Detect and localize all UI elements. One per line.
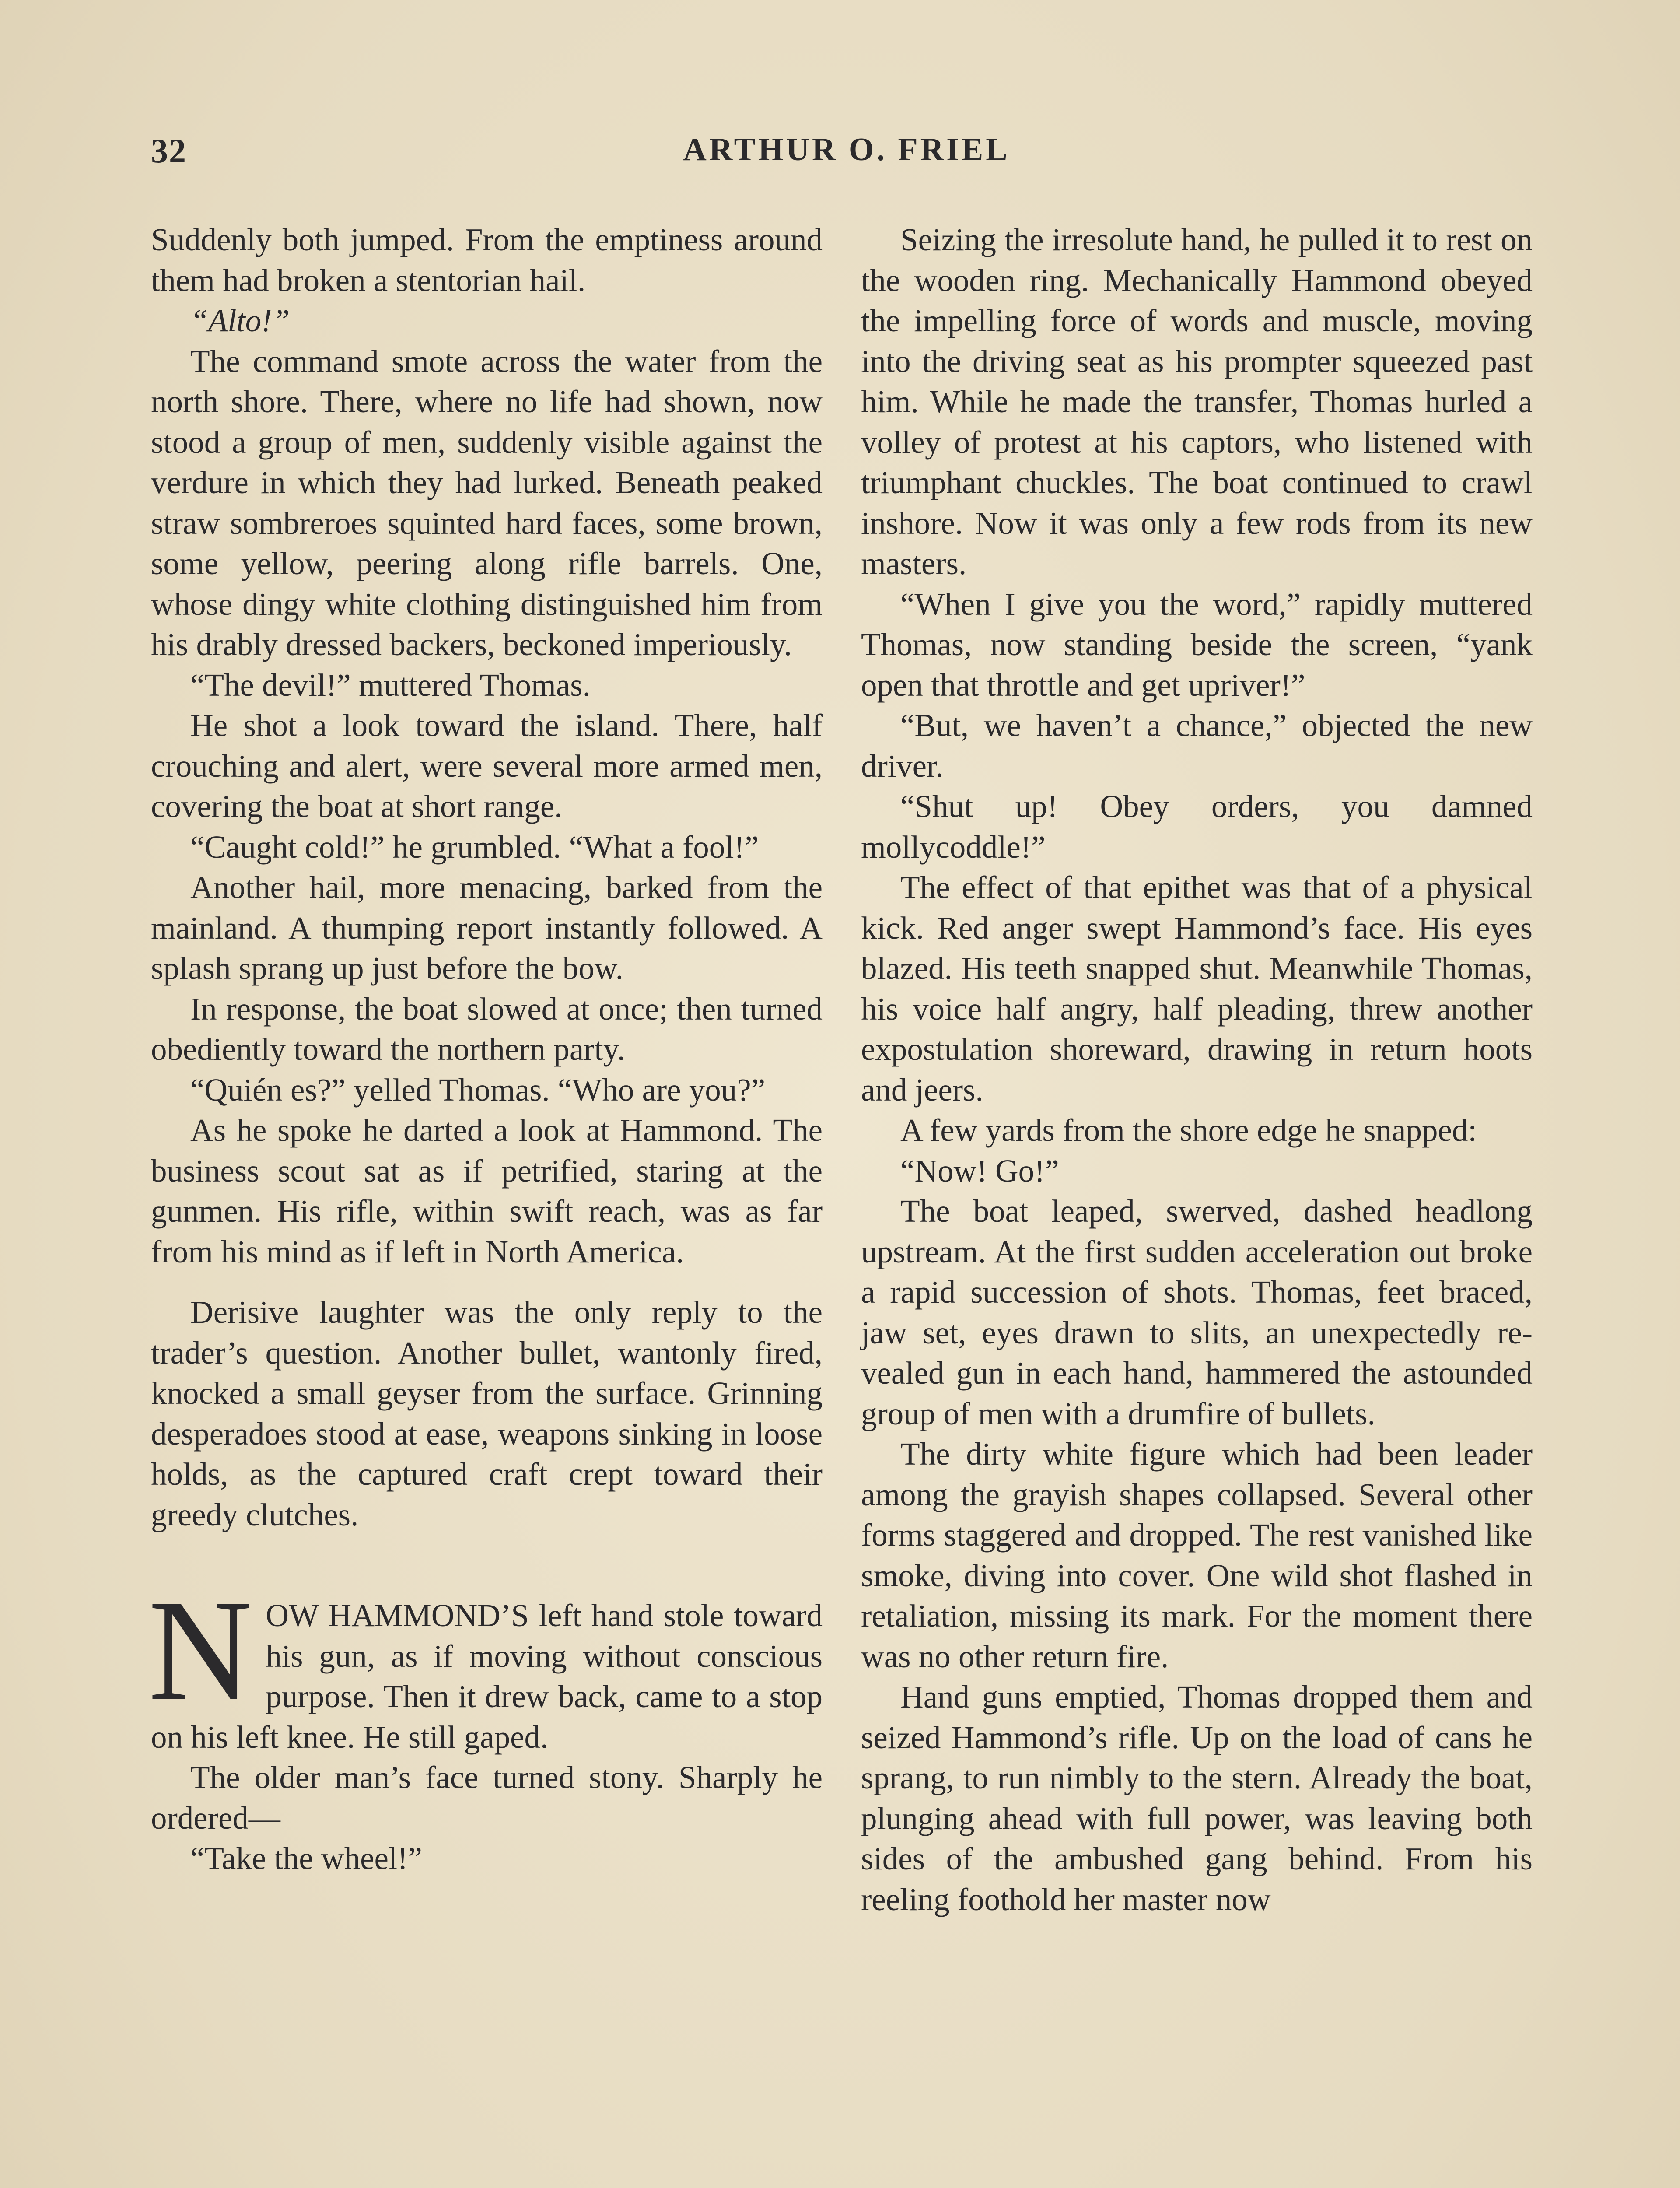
paragraph: The boat leaped, swerved, dashed headlong upstream. At the first sudden acceleration out broke a rapid succession of shots. Thomas, feet braced, jaw set, eyes drawn to slits, an unexpectedly revealed gun in each hand, hammered the astounded group of men with a drumfire of bullets. <box>861 1193 1533 1431</box>
page-number: 32 <box>151 132 187 170</box>
paragraph: Suddenly both jumped. From the emptiness around them had broken a stentorian hail. <box>151 222 822 298</box>
italic-text: “Alto!” <box>190 303 290 338</box>
paragraph: The command smote across the water from the north shore. There, where no life had shown, now stood a group of men, suddenly visible against the verdure in which they had lurked. Beneath peaked straw sombreroes squinted hard faces, some brown, some yellow, peering along rifle barrels. One, whose dingy white clothing distinguished him from his drably dressed backers, beckoned imperiously. <box>151 343 822 662</box>
running-head: ARTHUR O. FRIEL <box>683 132 1010 168</box>
paragraph: He shot a look toward the island. There, half crouching and alert, were several more armed men, covering the boat at short range. <box>151 708 822 824</box>
paragraph: “The devil!” muttered Thomas. <box>190 667 591 703</box>
paragraph: Seizing the irresolute hand, he pulled it to rest on the wooden ring. Mechanically Hammond obeyed the impelling force of words and muscle, moving into the driving seat as his prompter squeezed past him. While he made the transfer, Thomas hurled a volley of protest at his captors, who listened with triumphant chuckles. The boat continued to crawl inshore. Now it was only a few rods from its new masters. <box>861 222 1533 581</box>
paragraph: Hand guns emptied, Thomas dropped them and seized Hammond’s rifle. Up on the load of cans he sprang, to run nimbly to the stern. Already the boat, plunging ahead with full power, was leaving both sides of the ambushed gang behind. From his reeling foothold her master now <box>861 1679 1533 1917</box>
page-header <box>151 131 1542 179</box>
paragraph: “Shut up! Obey orders, you damned mollycoddle!” <box>861 789 1533 865</box>
right-column <box>861 220 1533 1920</box>
paragraph: “Quién es?” yelled Thomas. “Who are you?” <box>190 1072 766 1108</box>
paragraph: “When I give you the word,” rapidly muttered Thomas, now standing beside the screen, “yank open that throttle and get upriver!” <box>861 586 1533 703</box>
dropcap-paragraph <box>148 1571 822 1757</box>
paragraph: Another hail, more menacing, barked from the mainland. A thumping report instantly followed. A splash sprang up just before the bow. <box>151 870 822 986</box>
dropcap-letter: N <box>148 1571 253 1730</box>
paragraph-text: OW HAMMOND’S left hand stole toward his gun, as if moving without conscious purpose. Then it drew back, came to a stop on his left knee. He still gaped. <box>151 1598 822 1755</box>
paragraph: “But, we haven’t a chance,” objected the new driver. <box>861 708 1533 784</box>
left-column <box>148 220 822 1879</box>
paragraph <box>151 301 822 341</box>
paragraph: A few yards from the shore edge he snapped: <box>900 1112 1477 1148</box>
paragraph: “Take the wheel!” <box>190 1841 422 1876</box>
paragraph: As he spoke he darted a look at Hammond. The business scout sat as if petrified, staring at the gunmen. His rifle, within swift reach, was as far from his mind as if left in North America. <box>151 1112 822 1269</box>
paragraph: The older man’s face turned stony. Sharply he ordered— <box>151 1760 822 1836</box>
paragraph: Derisive laughter was the only reply to the trader’s question. Another bullet, wantonly fired, knocked a small geyser from the surface. Grinning desperadoes stood at ease, weapons sinking in loose holds, as the captured craft crept toward their greedy clutches. <box>151 1294 822 1532</box>
paragraph: “Caught cold!” he grumbled. “What a fool!” <box>190 829 759 865</box>
paragraph: The dirty white figure which had been leader among the grayish shapes collapsed. Several other forms staggered and dropped. The rest vanished like smoke, diving into cover. One wild shot flashed in retaliation, missing its mark. For the moment there was no other return fire. <box>861 1436 1533 1674</box>
paragraph: “Now! Go!” <box>900 1153 1059 1189</box>
paragraph: In response, the boat slowed at once; then turned obediently toward the northern party. <box>151 991 822 1067</box>
paragraph: The effect of that epithet was that of a physical kick. Red anger swept Hammond’s face. His eyes blazed. His teeth snapped shut. Meanwhile Thomas, his voice half angry, half pleading, threw another expostulation shoreward, drawing in return hoots and jeers. <box>861 870 1533 1108</box>
